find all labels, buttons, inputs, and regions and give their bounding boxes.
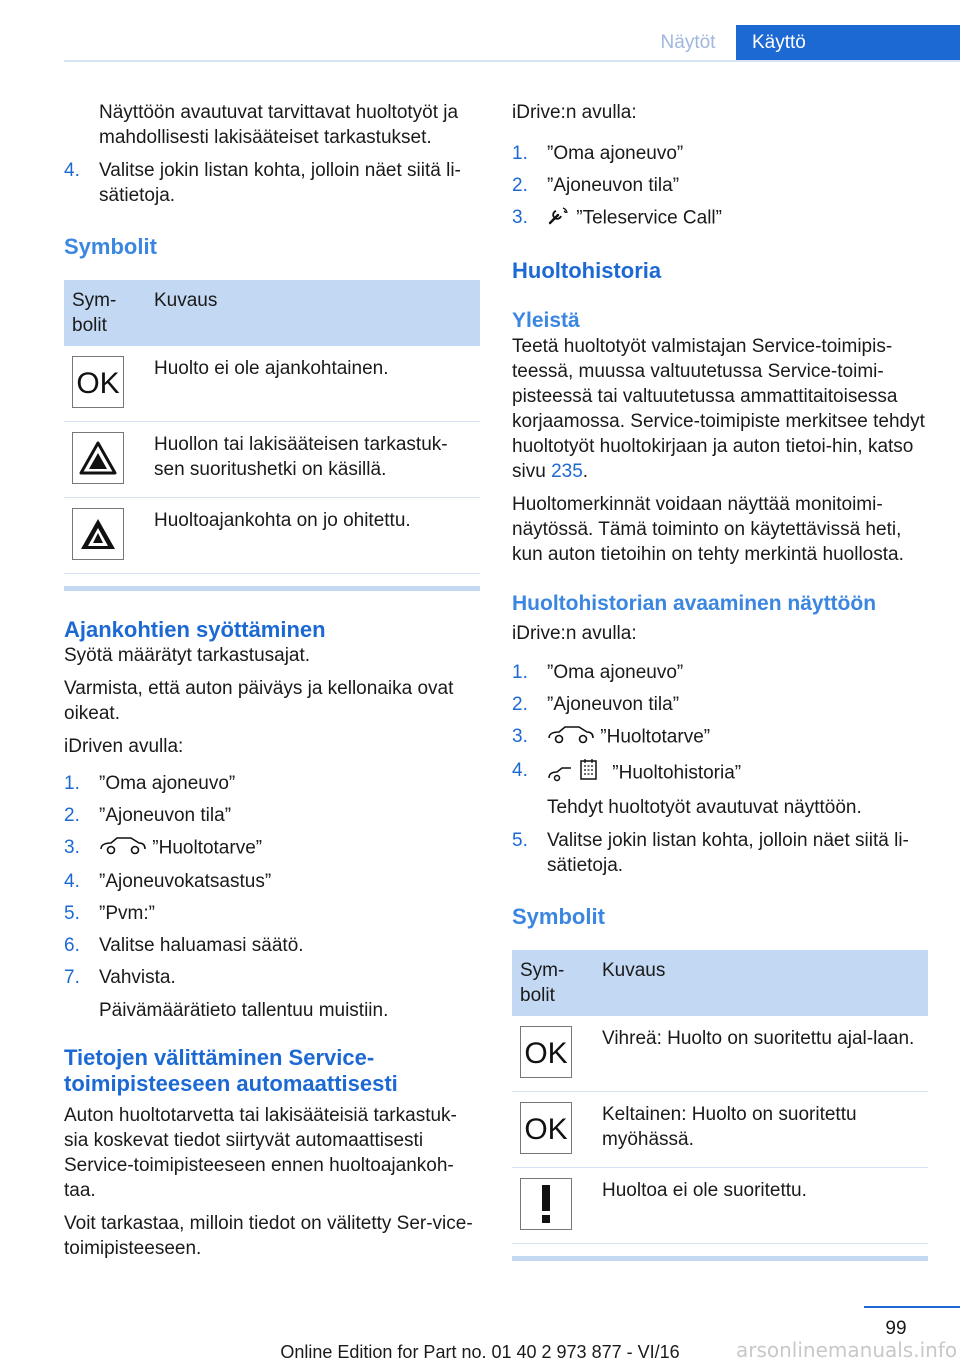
warning-triangle-icon <box>72 432 124 484</box>
step-number: 3. <box>512 207 528 228</box>
step-number: 1. <box>64 773 80 794</box>
step-number: 7. <box>64 967 80 988</box>
open-history-heading: Huoltohistorian avaaminen näyttöön <box>512 592 877 615</box>
list-item <box>512 692 928 717</box>
list-item <box>64 158 480 208</box>
symbols-table <box>64 280 480 574</box>
edition-footer: Online Edition for Part no. 01 40 2 973 877 - VI/16 <box>280 1342 680 1362</box>
text-run: Teetä huoltotyöt valmistajan Service-toimipis‐teessä, muussa valtuutetussa Service-toimi‐pisteessä tai valtuutetussa ammattitaitoisessa korjaamossa. Service-toimipiste merkitsee tehdyt huoltotyöt huoltokirjaan ja auton tietoi‐hin, katso sivu <box>512 336 925 482</box>
svg-text:OK: OK <box>76 367 120 397</box>
table-row <box>512 1016 928 1092</box>
table-row <box>64 422 480 498</box>
description-cell: Huoltoa ei ole suoritettu. <box>594 1168 928 1244</box>
ok-icon <box>520 1102 572 1154</box>
dates-steps <box>64 771 480 990</box>
list-item <box>64 835 480 862</box>
list-item <box>512 141 928 166</box>
page-link[interactable]: 235 <box>551 461 583 482</box>
step-text: ”Ajoneuvon tila” <box>547 175 680 196</box>
dates-heading: Ajankohtien syöttäminen <box>64 617 326 642</box>
col-header-description: Kuvaus <box>146 280 480 346</box>
description-cell: Vihreä: Huolto on suoritettu ajal‐laan. <box>594 1016 928 1092</box>
list-item <box>64 803 480 828</box>
list-item <box>512 173 928 198</box>
table-header-row <box>512 950 928 1016</box>
wrench-signal-icon <box>547 205 571 232</box>
paragraph <box>512 334 928 484</box>
symbols-table <box>512 950 928 1244</box>
step-result: Päivämäärätieto tallentuu muistiin. <box>99 1000 389 1021</box>
col-header-symbols: Sym‐bolit <box>512 950 594 1016</box>
col-header-description: Kuvaus <box>594 950 928 1016</box>
step-number: 6. <box>64 935 80 956</box>
step-number: 3. <box>64 837 80 858</box>
step-text: ”Teleservice Call” <box>576 207 722 229</box>
symbol-cell <box>64 422 146 498</box>
symbol-cell <box>64 346 146 422</box>
car-icon <box>547 724 595 751</box>
list-item <box>512 660 928 685</box>
table-row <box>64 346 480 422</box>
list-item <box>512 828 928 878</box>
step-result: Tehdyt huoltotyöt avautuvat näyttöön. <box>547 797 862 818</box>
ok-icon <box>72 356 124 408</box>
car-icon <box>99 835 147 862</box>
warning-triangle-filled-icon <box>72 508 124 560</box>
step-text: ”Oma ajoneuvo” <box>547 143 684 164</box>
step-text: ”Huoltotarve” <box>152 837 263 859</box>
step-number: 5. <box>512 830 528 851</box>
paragraph: Huoltomerkinnät voidaan näyttää monitoimi‐näytössä. Tämä toiminto on käytettävissä heti, kun auton tietoihin on tehty merkintä huollosta. <box>512 494 904 565</box>
table-header-row <box>64 280 480 346</box>
step-number: 1. <box>512 143 528 164</box>
description-cell: Huollon tai lakisääteisen tarkastuk‐sen suoritushetki on käsillä. <box>146 422 480 498</box>
step-number: 2. <box>512 175 528 196</box>
ok-icon <box>520 1026 572 1078</box>
step-number: 2. <box>512 694 528 715</box>
general-heading: Yleistä <box>512 309 580 332</box>
paragraph: Syötä määrätyt tarkastusajat. <box>64 645 311 666</box>
list-item <box>512 205 928 232</box>
symbols-heading: Symbolit <box>512 904 605 929</box>
step-text: ”Huoltohistoria” <box>612 762 742 784</box>
left-column <box>64 100 480 1269</box>
history-steps <box>512 660 928 789</box>
table-row <box>512 1168 928 1244</box>
step-text: Valitse haluamasi säätö. <box>99 935 304 956</box>
step-text: ”Huoltotarve” <box>600 726 711 748</box>
table-row <box>64 498 480 574</box>
step-number: 2. <box>64 805 80 826</box>
intro-continuation: Näyttöön avautuvat tarvittavat huoltotyöt ja mahdollisesti lakisääteiset tarkastukset. <box>99 102 459 148</box>
list-item <box>64 771 480 796</box>
symbol-cell <box>512 1016 594 1092</box>
table-end-bar <box>512 1256 928 1261</box>
step-number: 4. <box>512 760 528 781</box>
step-text: ”Ajoneuvon tila” <box>99 805 232 826</box>
paragraph: Auton huoltotarvetta tai lakisääteisiä tarkastuk‐sia koskevat tiedot siirtyvät automaattisesti Service-toimipisteeseen ennen huoltoajankoh‐taa. <box>64 1105 457 1201</box>
page-number-rule <box>864 1306 960 1308</box>
step-number: 4. <box>64 160 80 181</box>
text-run: . <box>582 461 589 482</box>
list-item <box>512 724 928 751</box>
step-text: ”Oma ajoneuvo” <box>547 662 684 683</box>
svg-text:OK: OK <box>524 1037 568 1067</box>
tab-kaytto[interactable]: Käyttö <box>736 25 960 61</box>
list-item <box>64 933 480 958</box>
list-item <box>512 758 928 789</box>
paragraph: iDriven avulla: <box>64 736 184 757</box>
step-text: ”Oma ajoneuvo” <box>99 773 236 794</box>
col-header-symbols: Sym‐bolit <box>64 280 146 346</box>
paragraph: Voit tarkastaa, milloin tiedot on välitetty Ser‐vice-toimipisteeseen. <box>64 1213 473 1259</box>
table-end-bar <box>64 586 480 591</box>
paragraph: Varmista, että auton päiväys ja kellonaika ovat oikeat. <box>64 678 454 724</box>
step-text: Valitse jokin listan kohta, jolloin näet siitä li‐sätietoja. <box>99 160 461 206</box>
step-text: ”Pvm:” <box>99 903 155 924</box>
paragraph: iDrive:n avulla: <box>512 623 637 644</box>
step-number: 1. <box>512 662 528 683</box>
teleservice-steps <box>512 141 928 232</box>
step-text: ”Ajoneuvon tila” <box>547 694 680 715</box>
history-steps-cont <box>512 828 928 878</box>
svg-text:OK: OK <box>524 1113 568 1143</box>
step-text: Vahvista. <box>99 967 176 988</box>
service-history-icon <box>547 758 607 789</box>
symbol-cell <box>512 1168 594 1244</box>
symbol-cell <box>64 498 146 574</box>
right-column <box>512 100 928 1261</box>
symbol-cell <box>512 1092 594 1168</box>
list-item <box>64 869 480 894</box>
step-text: Valitse jokin listan kohta, jolloin näet siitä li‐sätietoja. <box>547 830 909 876</box>
description-cell: Keltainen: Huolto on suoritettu myöhässä. <box>594 1092 928 1168</box>
symbols-heading: Symbolit <box>64 234 157 259</box>
step-text: ”Ajoneuvokatsastus” <box>99 871 272 892</box>
step-number: 3. <box>512 726 528 747</box>
table-row <box>512 1092 928 1168</box>
header-divider <box>64 60 960 62</box>
watermark: arsonlinemanuals.info <box>736 1338 958 1362</box>
tab-naytot[interactable]: Näytöt <box>660 32 716 53</box>
step-number: 5. <box>64 903 80 924</box>
list-item <box>64 965 480 990</box>
description-cell: Huoltoajankohta on jo ohitettu. <box>146 498 480 574</box>
description-cell: Huolto ei ole ajankohtainen. <box>146 346 480 422</box>
paragraph: iDrive:n avulla: <box>512 102 637 123</box>
history-heading: Huoltohistoria <box>512 258 662 283</box>
list-item <box>64 901 480 926</box>
page-number: 99 <box>885 1318 907 1339</box>
exclamation-icon <box>520 1178 572 1230</box>
step-number: 4. <box>64 871 80 892</box>
intro-steps <box>64 158 480 208</box>
auto-send-heading: Tietojen välittäminen Service-toimipisteeseen automaattisesti <box>64 1045 398 1096</box>
